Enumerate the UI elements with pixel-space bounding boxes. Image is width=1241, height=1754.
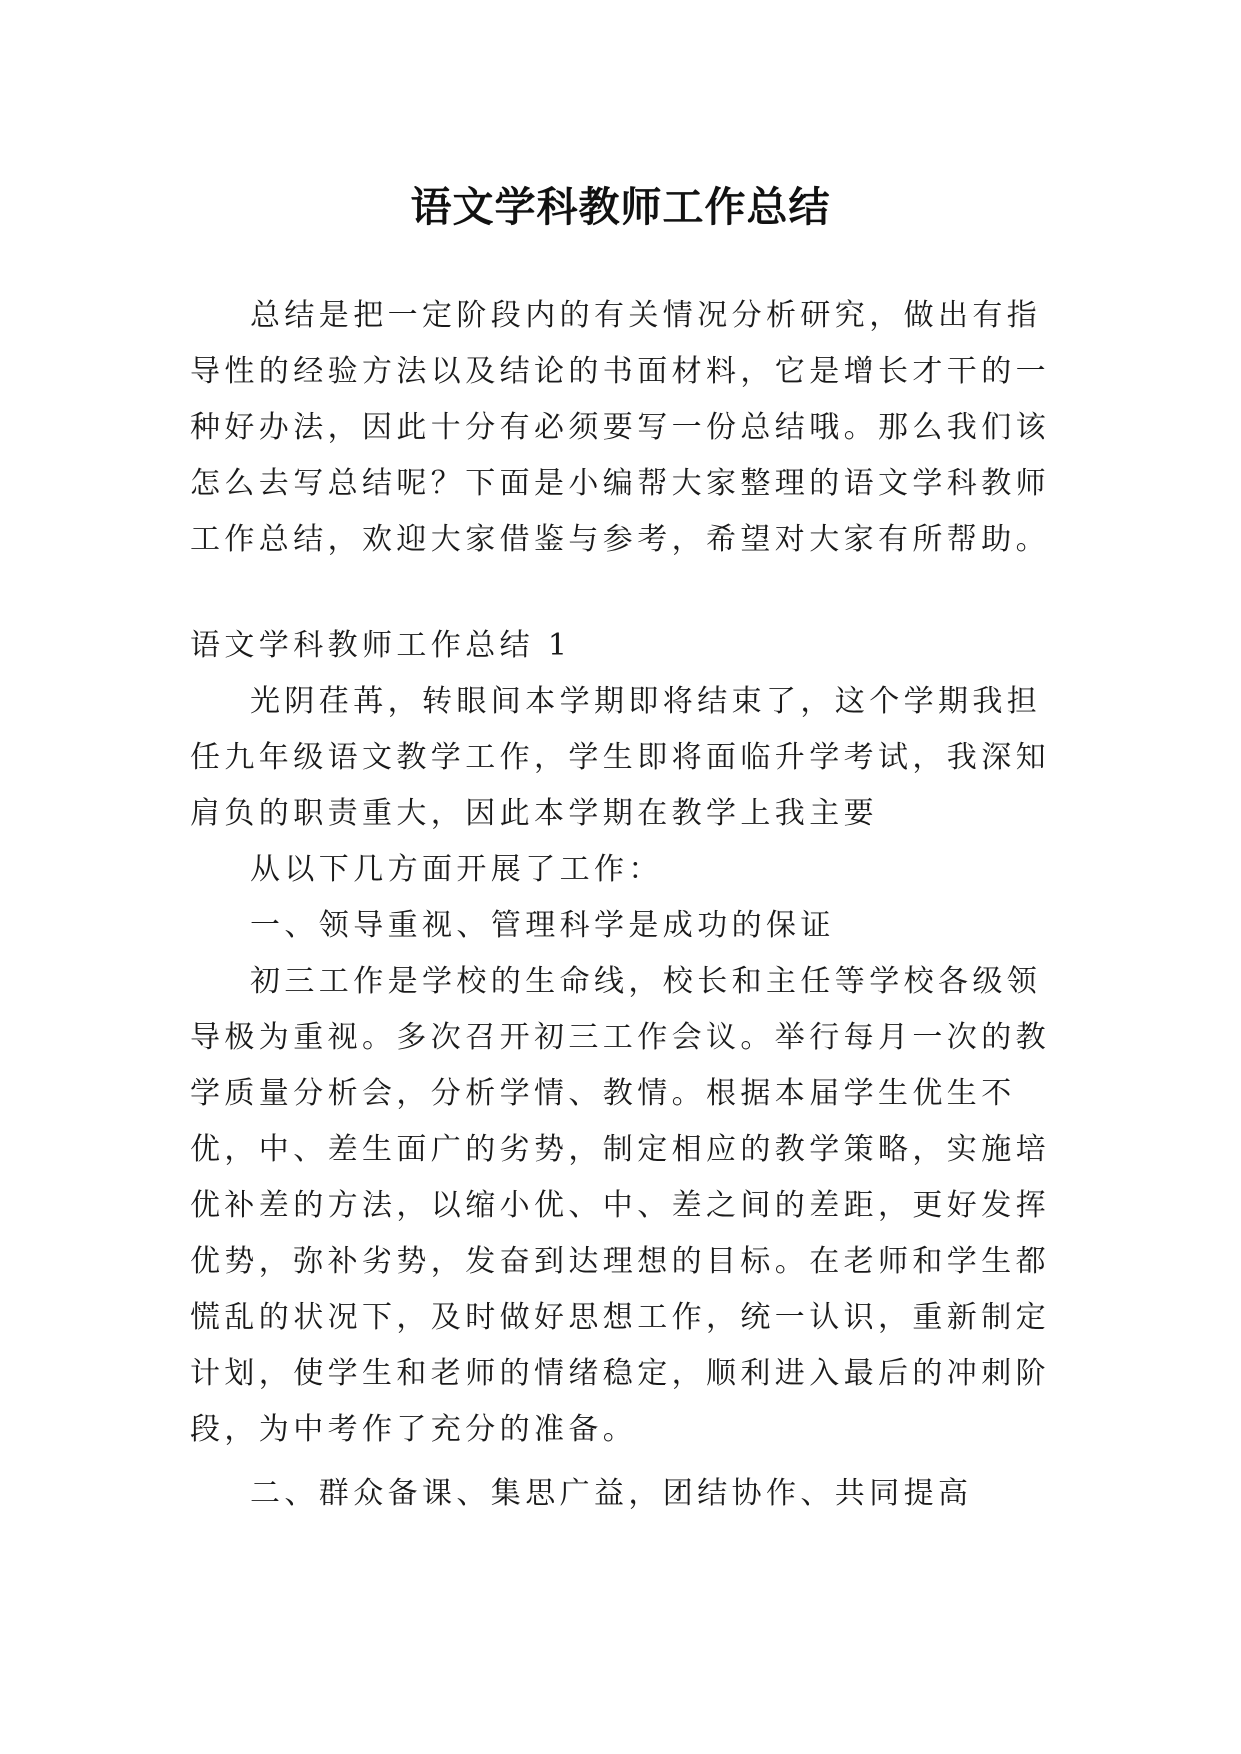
section-heading: 语文学科教师工作总结 1 bbox=[190, 628, 572, 663]
body-paragraph: 光阴荏苒，转眼间本学期即将结束了，这个学期我担任九年级语文教学工作，学生即将面临升学考试，我深知肩负的职责重大，因此本学期在教学上我主要 bbox=[190, 684, 1050, 831]
body-paragraph: 从以下几方面开展了工作： bbox=[250, 852, 663, 887]
intro-paragraph: 总结是把一定阶段内的有关情况分析研究，做出有指导性的经验方法以及结论的书面材料，它是增长才干的一种好办法，因此十分有必须要写一份总结哦。那么我们该怎么去写总结呢？下面是小编帮大家整理的语文学科教师工作总结，欢迎大家借鉴与参考，希望对大家有所帮助。 bbox=[190, 298, 1050, 557]
body-paragraph: 初三工作是学校的生命线，校长和主任等学校各级领导极为重视。多次召开初三工作会议。举行每月一次的教学质量分析会，分析学情、教情。根据本届学生优生不优，中、差生面广的劣势，制定相应的教学策略，实施培优补差的方法，以缩小优、中、差之间的差距，更好发挥优势，弥补劣势，发奋到达理想的目标。在老师和学生都慌乱的状况下，及时做好思想工作，统一认识，重新制定计划，使学生和老师的情绪稳定，顺利进入最后的冲刺阶段，为中考作了充分的准备。 bbox=[190, 964, 1050, 1447]
document-body bbox=[190, 288, 1070, 1522]
document-title: 语文学科教师工作总结 bbox=[410, 183, 831, 232]
subheading: 一、领导重视、管理科学是成功的保证 bbox=[250, 908, 835, 943]
subheading: 二、群众备课、集思广益，团结协作、共同提高 bbox=[250, 1476, 973, 1511]
